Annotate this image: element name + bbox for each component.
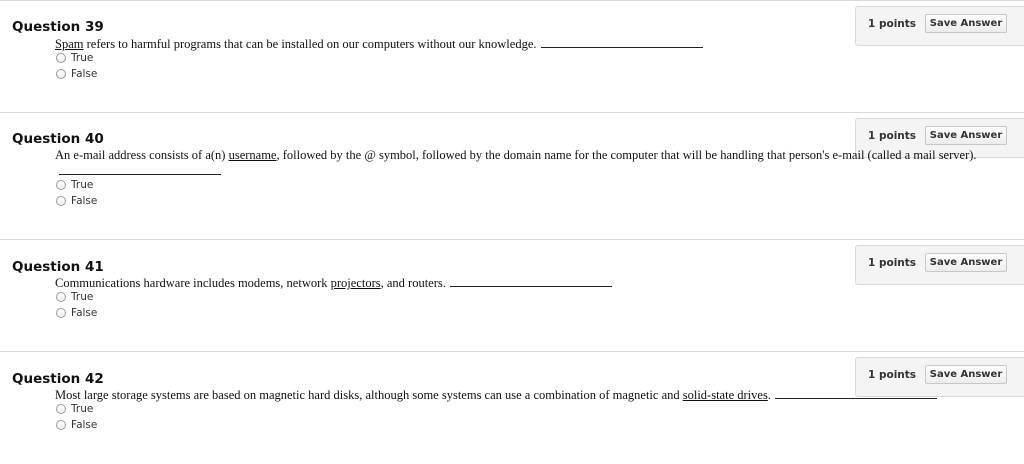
question-text: Most large storage systems are based on magnetic hard disks, although some systems can use a combination of magnetic and solid-state drives.	[55, 387, 985, 403]
option-false[interactable]: False	[56, 418, 97, 432]
option-true[interactable]: True	[56, 51, 93, 65]
answer-blank	[541, 36, 703, 48]
save-answer-button[interactable]: Save Answer	[925, 14, 1007, 33]
question-40	[0, 112, 1024, 240]
key-term: Spam	[55, 37, 84, 51]
question-title: Question 40	[12, 131, 104, 147]
question-42	[0, 351, 1024, 464]
option-true[interactable]: True	[56, 402, 93, 416]
answer-blank	[59, 163, 221, 175]
points-label: 1 points	[868, 369, 917, 381]
save-answer-button[interactable]: Save Answer	[925, 126, 1007, 145]
answer-blank	[450, 275, 612, 287]
radio-false[interactable]	[56, 308, 66, 318]
radio-false[interactable]	[56, 420, 66, 430]
question-41	[0, 239, 1024, 352]
key-term: solid-state drives	[682, 388, 768, 402]
key-term: username	[228, 148, 277, 162]
points-label: 1 points	[868, 18, 917, 30]
radio-true[interactable]	[56, 292, 66, 302]
radio-false[interactable]	[56, 69, 66, 79]
save-answer-button[interactable]: Save Answer	[925, 253, 1007, 272]
radio-true[interactable]	[56, 53, 66, 63]
option-false[interactable]: False	[56, 194, 97, 208]
question-text: Communications hardware includes modems, network projectors, and routers.	[55, 275, 985, 291]
radio-true[interactable]	[56, 180, 66, 190]
question-text: Spam refers to harmful programs that can be installed on our computers without our knowledge.	[55, 36, 985, 52]
save-answer-button[interactable]: Save Answer	[925, 365, 1007, 384]
key-term: projectors	[330, 276, 381, 290]
option-true[interactable]: True	[56, 178, 93, 192]
question-title: Question 39	[12, 19, 104, 35]
points-label: 1 points	[868, 130, 917, 142]
option-false[interactable]: False	[56, 306, 97, 320]
points-label: 1 points	[868, 257, 917, 269]
question-39	[0, 0, 1024, 113]
answer-blank	[775, 387, 937, 399]
question-title: Question 41	[12, 259, 104, 275]
radio-true[interactable]	[56, 404, 66, 414]
option-true[interactable]: True	[56, 290, 93, 304]
radio-false[interactable]	[56, 196, 66, 206]
option-false[interactable]: False	[56, 67, 97, 81]
question-title: Question 42	[12, 371, 104, 387]
question-text: An e-mail address consists of a(n) username, followed by the @ symbol, followed by the domain name for the computer that will be handling that person's e-mail (called a mail server).	[55, 148, 985, 179]
